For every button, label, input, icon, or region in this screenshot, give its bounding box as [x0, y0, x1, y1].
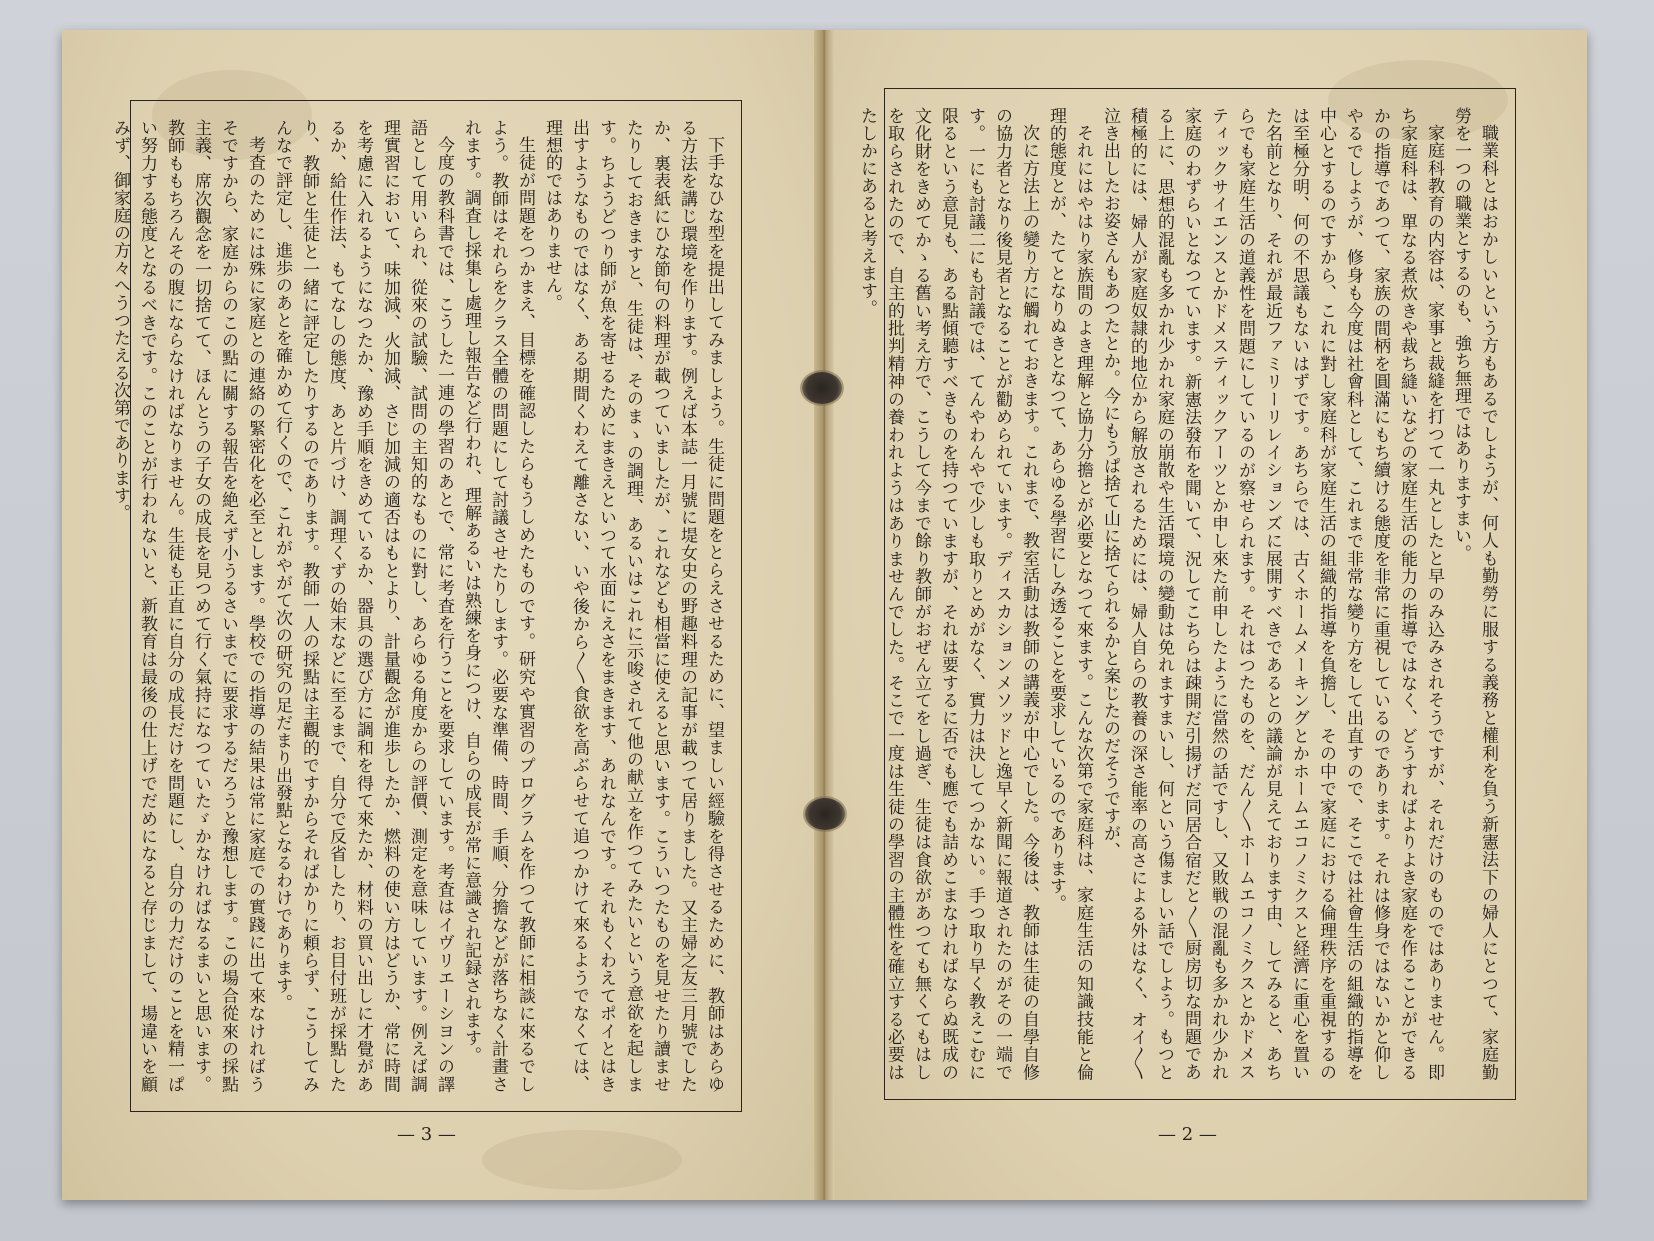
- binding-hole-icon: [805, 798, 845, 830]
- open-booklet: [62, 30, 1587, 1200]
- right-text-frame: [857, 88, 1516, 1100]
- left-paragraph: 考査のためには殊に家庭との連絡の緊密化を必至とします。學校での指導の結果は常に家庭での實踐に出て來なければうそですから、家庭からのこの點に關する報告を絶えず小うるさいまでに要求するだろうと豫想します。この場合從來の採點主義、席次觀念を一切捨てて、ほんとうの子女の成長を見つめて行く氣持になつていたゞかなければなるまいと思います。教師ももちろんその腹にならなければなりません。生徒も正直に自分の成長だけを問題にし、自分の力だけのことを精一ぱい努力する態度となるべきです。このことが行われないと、新教育は最後の仕上げでだめになると存じまして、場違いを顧みず、御家庭の方々へうつたえる次第であります。: [110, 119, 265, 1094]
- left-paragraph: 今度の教科書では、こうした一連の學習のあとで、常に考査を行うことを要求しています。考査はイヴリエーシヨンの譯語として用いられ、從來の試驗、試問の主知的なものに對し、あらゆる角度からの評價、測定を意味しています。例えば調理實習において、味加減、火加減、さじ加減の適否はもとより、計量觀念が進歩したか、燃料の使い方はどうか、常に時間を考慮に入れるようになつたか、豫め手順をきめているか、器具の選び方に調和を得て來たか、材料の買い出しに才覺があるか、給仕作法、もてなしの態度、あと片づけ、調理くずの始末などに至るまで、自分で反省したり、お目付班が採點したり、教師と生徒と一緒に評定したりするのであります。教師一人の採點は主觀的ですからそればかりに頼らず、こうしてみんなで評定し、進歩のあとを確かめて行くので、これがやがて次の研究の足だまり出發點となるわけであります。: [272, 119, 454, 1093]
- left-page: [62, 30, 820, 1200]
- left-paragraph: 下手なひな型を提出してみましよう。生徒に問題をとらえさせるために、望ましい經驗を得させるために、教師はあらゆる方法を講じ環境を作ります。例えば本誌一月號に堤女史の野趣料理の記事が載つて居りました。又主婦之友三月號でしたか、裏表紙にひな節句の料理が載つていましたが、これなども相當に使えると思います。こういつたものを見せたり讀ませたりしておきますと、生徒は、そのまゝの調理、あるいはこれに示唆されて他の献立を作つてみたいという意欲を起します。ちようどつり師が魚を寄せるためにまきえといつて水面にえさをまきます、あれなんです。それもくわえてポイとはき出すようなものではなく、ある期間くわえて離さない、いや後から〳〵食欲を高ぶらせて追つかけて來るようでなくては、理想的ではありません。: [542, 119, 724, 1094]
- right-paragraph: 次に方法上の變り方に觸れておきます。これまで、教室活動は教師の講義が中心でした。今後は、教師は生徒の自學自修の協力者となり後見者となることが勸められています。ディスカションメソッドと逸早く新聞に報道されたのがその一端です。一にも討議二にも討議では、てんやわんやで少しも取りとめがなく、實力は決してつかない。手つ取り早く教えこむに限るという意見も、ある點傾聽すべきものを持つていますが、それは要するに否でも應でも詰めこまなければならぬ既成の文化財をきめてかゝる舊い考え方で、こうして今まで餘り教師がおぜん立てをし過ぎ、生徒は食欲があつても無くてもはしを取らされたので、自主的批判精神の養われようはありませんでした。そこで一度は生徒の學習の主體性を確立する必要はたしかにあると考えます。: [857, 107, 1039, 1081]
- binding-hole-icon: [802, 372, 842, 404]
- left-page-number: — 3 —: [397, 1124, 456, 1145]
- right-page-text: [857, 107, 1501, 1082]
- right-page: [828, 30, 1587, 1200]
- booklet-spine: [814, 30, 834, 1200]
- left-page-text: [110, 119, 727, 1094]
- left-text-frame: [110, 100, 742, 1112]
- right-paragraph: 家庭科教育の内容は、家事と裁縫を打つて一丸としたと早のみ込みされそうですが、それだけのものではありません。即ち家庭科は、單なる煮炊きや裁ち縫いなどの家庭生活の能力の指導ではなく、どうすればよりよき家庭を作ることができるかの指導であつて、家族の間柄を圓滿にもち續ける態度を非常に重視しているのであります。それは修身ではないかと仰しやるでしようが、修身も今度は社會科として、これまで非常な變り方をして出直すので、そこでは社會生活の組織的指導を中心とするのですから、これに對し家庭科が家庭生活の組織的指導を負擔し、その中で家庭における倫理秩序を重視するのは至極分明、何の不思議もないはずです。あちらでは、古くホームメーキングとかホームエコノミクスと経濟に重心を置いた名前となり、それが最近ファミリーリレイションズに展開すべきであるとの議論が見えております由、してみると、あちらでも家庭生活の道義性を問題にしているのが察せられます。それはつたものを、だん〳〵ホームエコノミクスとかドメスティックサイエンスとかドメスティックアーツとか申し來た前申したように當然の話ですし、又敗戦の混亂も多かれ少かれ家庭のわずらいとなつています。新憲法發布を聞いて、況してこちらは疎開だ引揚げだ同居合宿だと〳〵厨房切な問題である上に、思想的混亂も多かれ少かれ家庭の崩散や生活環境の變動は免れますまいし、何という傷ましい話でしよう。もつと積極的には、婦人が家庭奴隷的地位から解放されるためには、婦人自らの教養の深さ能率の高さによる外はなく、オイ〳〵泣き出したお姿さんもあつたとか。今にもうぱ捨て山に捨てられるかと案じたのだそうですが、: [1100, 107, 1444, 1082]
- right-paragraph: それにはやはり家族間のよき理解と協力分擔とが必要となつて來ます。こんな次第で家庭科は、家庭生活の知識技能と倫理的態度とが、たてとなりぬきとなつて、あらゆる學習にしみ透ることを要求しているのであります。: [1046, 107, 1093, 1081]
- paper-stain: [482, 1130, 682, 1190]
- right-paragraph: 職業科とはおかしいという方もあるでしようが、何人も勤勞に服する義務と權利を負う新憲法下の婦人にとつて、家庭勤勞を一つの職業とするのも、強ち無理ではありますまい。: [1451, 107, 1498, 1082]
- left-paragraph: 生徒が問題をつかまえ、目標を確認したらもうしめたものです。研究や實習のプログラムを作つて教師に相談に來るでしよう。教師はそれらをクラス全體の問題にして討議させたりします。必要な準備、時間、手順、分擔などが落ちなく計畫されます。調査し採集し處理し報告など行われ、理解あるいは熟練を身につけ、自らの成長が常に意識され記録されます。: [461, 119, 535, 1094]
- right-page-number: — 2 —: [1158, 1124, 1217, 1145]
